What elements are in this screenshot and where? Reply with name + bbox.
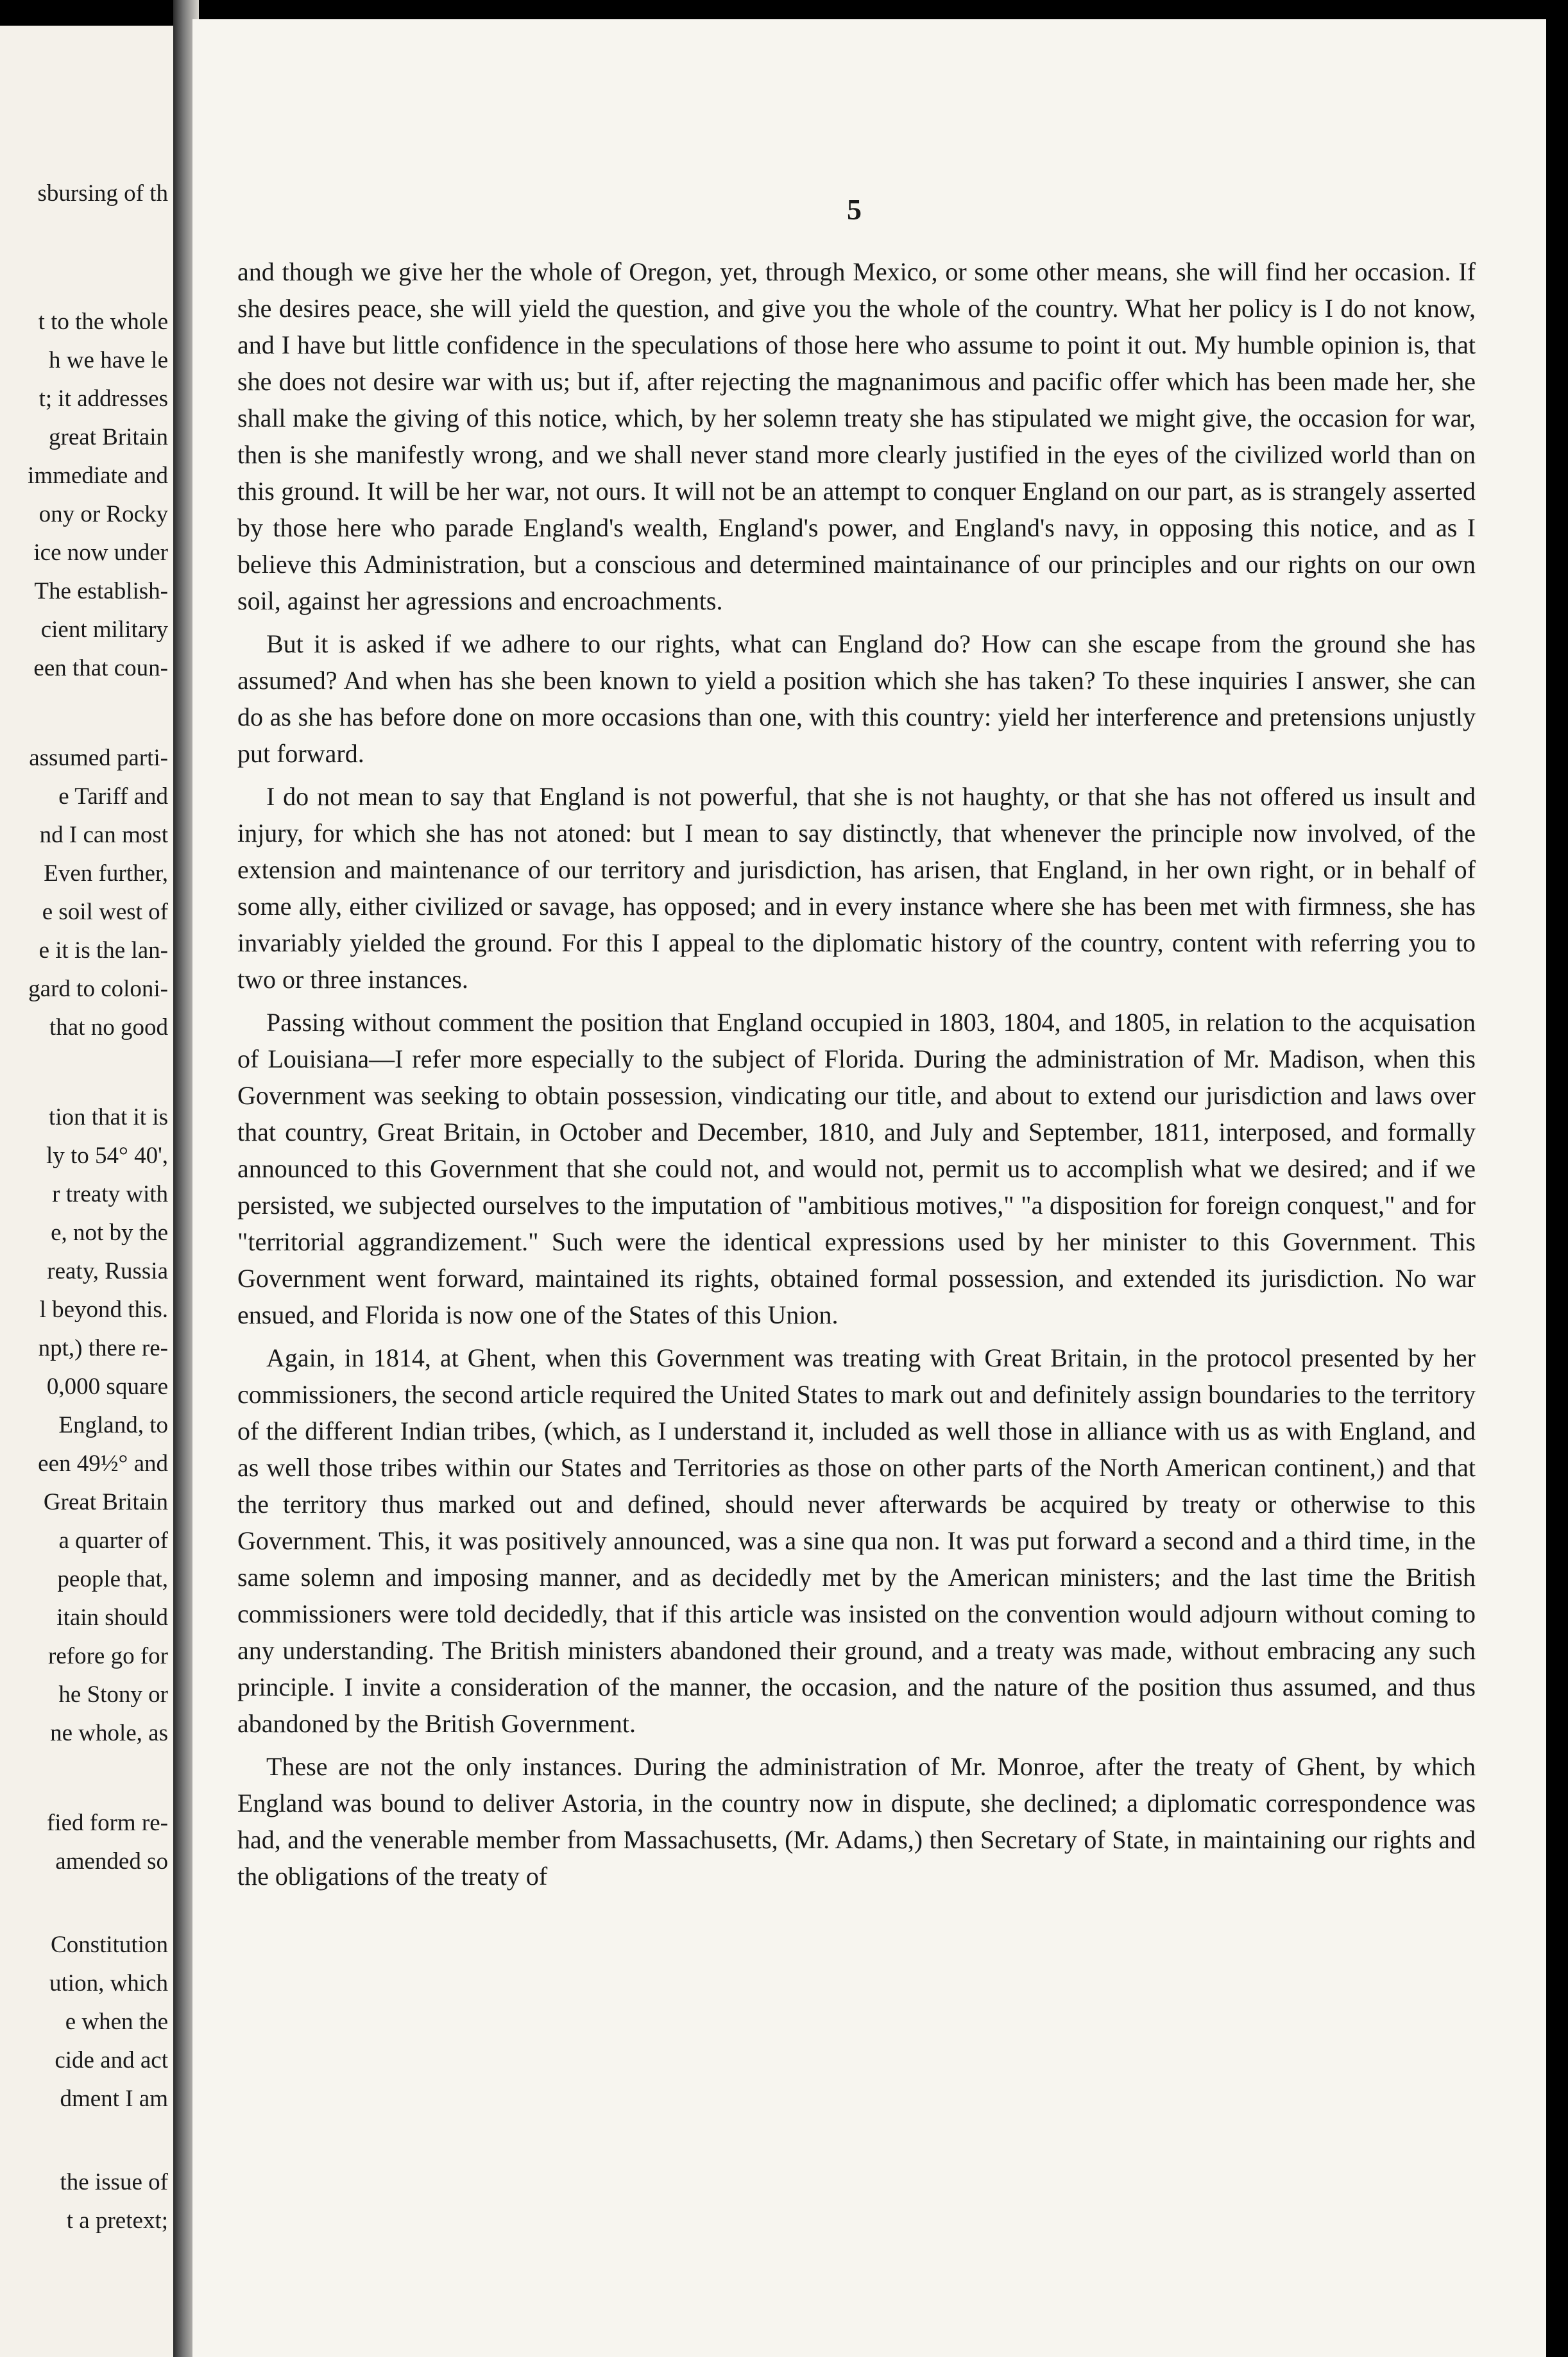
left-page-line: Constitution [51,1932,168,1958]
left-page-line: l beyond this. [39,1297,168,1323]
left-page-line: sbursing of th [37,180,168,207]
left-page-line: ice now under [33,540,168,566]
left-page-line: npt,) there re- [38,1335,168,1361]
page-number: 5 [847,193,862,226]
left-page-line: a quarter of [58,1527,168,1554]
left-page-line: fied form re- [46,1810,168,1836]
left-page-fragment [0,26,173,2357]
left-page-line: assumed parti- [29,745,168,771]
left-page-line: Great Britain [43,1489,168,1515]
left-page-line: e Tariff and [58,783,168,810]
paragraph: Passing without comment the position that England occupied in 1803, 1804, and 1805, in relation to the acquisation of Louisiana—I refer more especially to the subject of Florida. During the administration of Mr. Madison, when this Government was seeking to obtain possession, vindicating our title, and about to extend our jurisdiction and laws over that country, Great Britain, in October and December, 1810, and July and September, 1811, interposed, and formally announced to this Government that she could not, and would not, permit us to accomplish what we desired; and if we persisted, we subjected ourselves to the imputation of "ambitious motives," "a disposition for foreign conquest," and for "territorial aggrandizement." Such were the identical expressions used by her minister to this Government. This Government went forward, maintained its rights, obtained formal possession, and extended its jurisdiction. No war ensued, and Florida is now one of the States of this Union. [237,1008,1476,1329]
left-page-line: immediate and [28,463,168,489]
left-page-line: great Britain [49,424,168,450]
left-page-line: t to the whole [38,309,168,335]
left-page-line: dment I am [60,2086,168,2112]
left-page-line: e when the [65,2009,168,2035]
left-page-line: ony or Rocky [38,501,168,527]
left-page-line: refore go for [48,1643,168,1669]
left-page-line: r treaty with [52,1181,168,1207]
left-page-line: e, not by the [51,1220,168,1246]
scan-top-border [0,0,1568,19]
body-text [237,253,1476,1901]
left-page-line: cide and act [55,2047,168,2073]
left-page-line: t a pretext; [66,2208,168,2234]
left-page-line: tion that it is [48,1104,168,1130]
left-page-line: that no good [49,1014,168,1041]
left-page-line: reaty, Russia [47,1258,168,1284]
right-page [192,19,1546,2357]
left-page-line: e it is the lan- [38,937,168,964]
left-page-line: England, to [58,1412,168,1438]
left-page-line: e soil west of [42,899,168,925]
left-page-line: Even further, [44,860,168,887]
paragraph: These are not the only instances. During the administration of Mr. Monroe, after the treaty of Ghent, by which England was bound to deliver Astoria, in the country now in dispute, she declined; a diplomatic correspondence was had, and the venerable member from Massachusetts, (Mr. Adams,) then Secretary of State, in maintaining our rights and the obligations of the treaty of [237,1752,1476,1891]
paragraph: Again, in 1814, at Ghent, when this Government was treating with Great Britain, in the protocol presented by her commissioners, the second article required the United States to mark out and definitely assign boundaries to the territory of the different Indian tribes, (which, as I understand it, included as well those in alliance with us as with England, and as well those tribes within our States and Territories as those on other parts of the North American continent,) and that the territory thus marked out and defined, should never afterwards be acquired by treaty or otherwise to this Government. This, it was positively announced, was a sine qua non. It was put forward a second and a third time, in the same solemn and imposing manner, and as decidedly met by the American ministers; and the last time the British commissioners were told decidedly, that if this article was insisted on the convention would adjourn without coming to any understanding. The British ministers abandoned their ground, and a treaty was made, without embracing any such principle. I invite a consideration of the manner, the occasion, and the nature of the position thus assumed, and thus abandoned by the British Government. [237,1343,1476,1738]
left-page-line: t; it addresses [38,386,168,412]
left-page-line: nd I can most [39,822,168,848]
left-page-line: the issue of [60,2169,168,2195]
left-page-line: The establish- [34,578,168,604]
left-page-line: ne whole, as [50,1720,168,1746]
paragraph: and though we give her the whole of Oregon, yet, through Mexico, or some other means, she will find her occasion. If she desires peace, she will yield the question, and give you the whole of the country. What her policy is I do not know, and I have but little confidence in the speculations of those here who assume to point it out. My humble opinion is, that she does not desire war with us; but if, after rejecting the magnanimous and pacific offer which has been made her, she shall make the giving of this notice, which, by her solemn treaty she has stipulated we might give, the occasion for war, then is she manifestly wrong, and we shall never stand more clearly justified in the eyes of the civilized world than on this ground. It will be her war, not ours. It will not be an attempt to conquer England on our part, as is strangely asserted by those here who parade England's wealth, England's power, and England's navy, in opposing this notice, and as I believe this Administration, but a conscious and determined maintainance of our principles and our rights on our own soil, against her agressions and encroachments. [237,257,1476,615]
left-page-line: ution, which [49,1970,168,1996]
left-page-line: ly to 54° 40', [46,1143,168,1169]
scan-right-border [1546,0,1568,2357]
left-page-line: 0,000 square [46,1374,168,1400]
left-page-line: een that coun- [33,655,168,681]
left-page-line: h we have le [49,347,168,373]
paragraph: I do not mean to say that England is not powerful, that she is not haughty, or that she has not offered us insult and injury, for which she has not atoned: but I mean to say distinctly, that whenever the principle now involved, of the extension and maintenance of our territory and jurisdiction, has arisen, that England, in her own right, or in behalf of some ally, either civilized or savage, has opposed; and in every instance where she has been met with firmness, she has invariably yielded the ground. For this I appeal to the diplomatic history of the country, content with referring you to two or three instances. [237,782,1476,994]
left-page-line: people that, [57,1566,168,1592]
left-page-line: amended so [55,1848,168,1875]
left-page-line: gard to coloni- [28,976,168,1002]
paragraph: But it is asked if we adhere to our rights, what can England do? How can she escape from the ground she has assumed? And when has she been known to yield a position which she has taken? To these inquiries I answer, she can do as she has before done on more occasions than one, with this country: yield her interference and pretensions unjustly put forward. [237,629,1476,768]
left-page-line: itain should [56,1604,168,1631]
left-page-line: cient military [40,617,168,643]
left-page-line: een 49½° and [38,1451,168,1477]
left-page-line: he Stony or [58,1681,168,1708]
